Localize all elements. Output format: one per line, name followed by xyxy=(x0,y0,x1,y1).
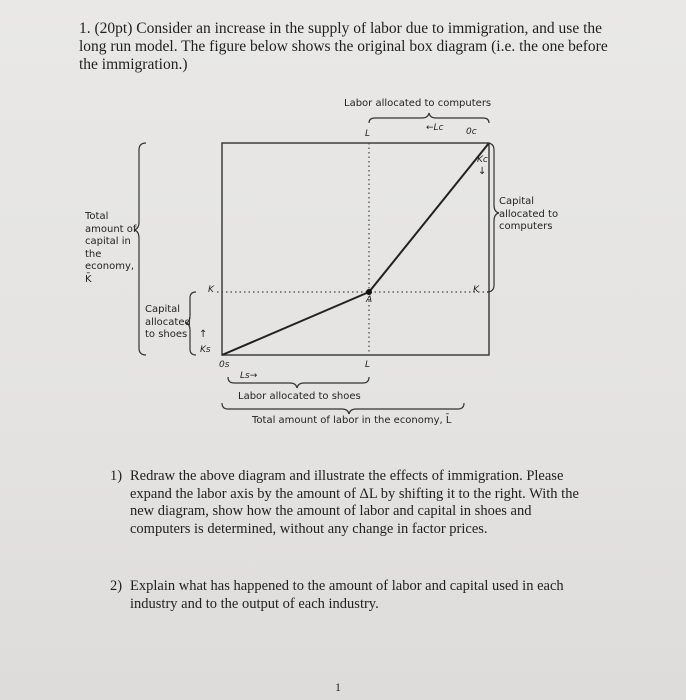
ks-label: Ks xyxy=(200,345,211,355)
shoes-allocation-line xyxy=(222,292,369,355)
question-1: 1) Redraw the above diagram and illustrate the effects of immigration. Please expand the labor axis by the amount of ΔL by shifting it to the right. With the new diagram, show how the amount of labor and capital in shoes and computers is determined, without any change in factor prices. xyxy=(110,468,579,537)
capital-computers-label: Capital allocated to computers xyxy=(499,196,559,232)
labor-computers-label: Labor allocated to computers xyxy=(344,98,492,109)
l-bottom-label: L xyxy=(365,360,371,370)
oc-origin-label: 0c xyxy=(466,127,477,137)
ls-arrow-label: Ls→ xyxy=(240,371,258,381)
capital-shoes-label: Capital allocated to shoes xyxy=(145,304,191,340)
page-number: 1 xyxy=(335,680,341,694)
ks-arrow: ↑ xyxy=(199,329,208,340)
k-left-label: K xyxy=(208,285,214,295)
point-a-label: A xyxy=(366,295,373,305)
box-frame xyxy=(222,143,489,355)
computers-allocation-line xyxy=(369,143,489,292)
total-labor-brace xyxy=(222,403,464,414)
os-origin-label: 0s xyxy=(219,360,230,370)
k-right-label: K xyxy=(473,285,479,295)
kc-arrow: ↓ xyxy=(478,166,487,177)
l-top-label: L xyxy=(365,129,371,139)
lc-arrow-label: ←Lc xyxy=(426,123,444,133)
kc-label: Kc xyxy=(477,155,488,165)
labor-shoes-label: Labor allocated to shoes xyxy=(238,391,361,402)
problem-intro: 1. (20pt) Consider an increase in the supply of labor due to immigration, and use the long run model. The figure below shows the original box diagram (i.e. the one before the immigration.) xyxy=(79,20,608,73)
total-capital-label: Total amount of capital in the economy, K̄ xyxy=(85,211,137,285)
question-2: 2) Explain what has happened to the amount of labor and capital used in each industry and to the output of each industry. xyxy=(110,578,564,612)
total-labor-label: Total amount of labor in the economy, L̄ xyxy=(252,415,452,426)
